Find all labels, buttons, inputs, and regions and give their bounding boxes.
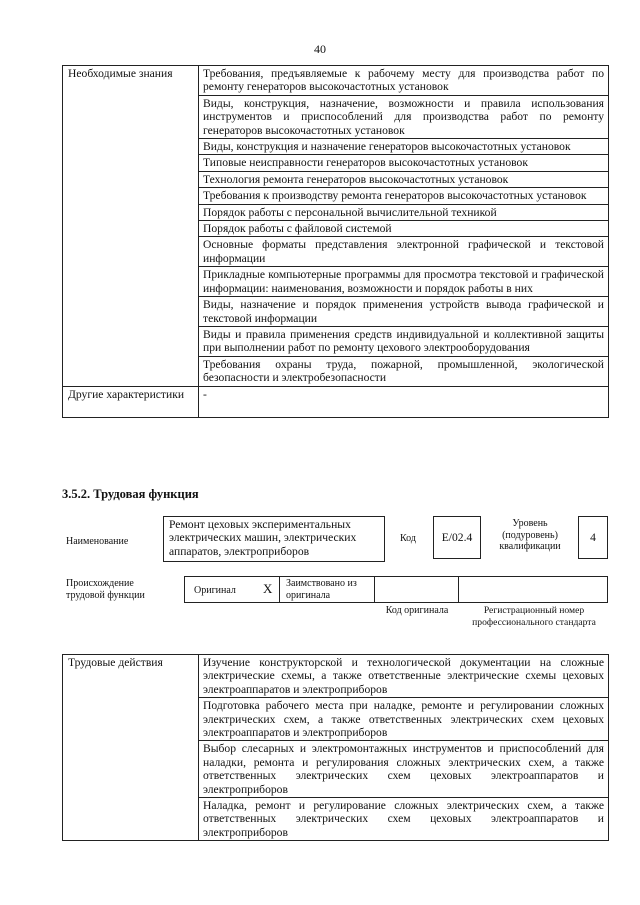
level-label: Уровень (подуровень) квалификации [499,518,561,552]
labor-actions-table [62,654,609,841]
knowledge-item: Требования охраны труда, пожарной, промышленной, экологической безопасности и электробезопасности [199,356,609,386]
code-value: E/02.4 [433,516,481,559]
knowledge-item: Требования к производству ремонта генераторов высокочастотных установок [199,188,609,204]
code-label: Код [400,533,416,544]
knowledge-item: Технология ремонта генераторов высокочастотных установок [199,171,609,187]
original-cell [184,576,280,603]
knowledge-item: Прикладные компьютерные программы для просмотра текстовой и графической информации: наименования, возможности и порядок работы в них [199,267,609,297]
knowledge-item: Требования, предъявляемые к рабочему месту для производства работ по ремонту генераторов высокочастотных установок [199,66,609,96]
other-characteristics-label: Другие характеристики [63,386,199,417]
function-name-value: Ремонт цеховых экспериментальных электрических машин, электрических аппаратов, электроприборов [163,516,385,562]
labor-action-item: Изучение конструкторской и технологической документации на сложные электрические схемы, а также ответственные электрические схемы цеховых электроаппаратов и электроприборов [199,655,609,698]
section-heading: 3.5.2. Трудовая функция [62,487,199,501]
knowledge-item: Порядок работы с персональной вычислительной техникой [199,204,609,220]
original-mark: X [263,581,273,596]
registration-number-cell [459,576,608,603]
borrowed-label: Заимствовано из оригинала [286,578,357,601]
knowledge-item: Основные форматы представления электронной графической и текстовой информации [199,237,609,267]
labor-action-item: Выбор слесарных и электромонтажных инструментов и приспособлений для наладки, ремонта и регулирования сложных электрических схем, а также ответственных электрических схем цеховых электроаппаратов и электроприборов [199,741,609,798]
knowledge-item: Виды, конструкция и назначение генераторов высокочастотных установок [199,139,609,155]
knowledge-item: Виды, назначение и порядок применения устройств вывода графической и текстовой информации [199,297,609,327]
knowledge-item: Порядок работы с файловой системой [199,221,609,237]
borrowed-cell [279,576,375,603]
registration-number-caption: Регистрационный номер профессионального стандарта [472,605,596,628]
original-code-caption: Код оригинала [385,605,449,616]
name-label: Наименование [66,536,129,547]
knowledge-table [62,65,609,418]
level-value: 4 [578,516,608,559]
knowledge-label: Необходимые знания [63,66,199,387]
page-number: 40 [314,42,326,56]
labor-action-item: Наладка, ремонт и регулирование сложных электрических схем, а также ответственных электрических схем цеховых электроаппаратов и электроприборов [199,798,609,841]
knowledge-item: Виды, конструкция, назначение, возможности и правила использования инструментов и приспособлений для производства работ по ремонту генераторов высокочастотных установок [199,95,609,138]
original-label: Оригинал [194,585,236,596]
knowledge-item: Виды и правила применения средств индивидуальной и коллективной защиты при выполнении работ по ремонту цехового электрооборудования [199,326,609,356]
labor-action-item: Подготовка рабочего места при наладке, ремонте и регулировании сложных электрических схем, а также ответственных электрических схем цеховых электроаппаратов и электроприборов [199,698,609,741]
knowledge-item: Типовые неисправности генераторов высокочастотных установок [199,155,609,171]
original-code-cell [375,576,459,603]
origin-label: Происхождение трудовой функции [66,578,145,601]
other-characteristics-value: - [199,386,609,417]
labor-actions-label: Трудовые действия [63,655,199,841]
